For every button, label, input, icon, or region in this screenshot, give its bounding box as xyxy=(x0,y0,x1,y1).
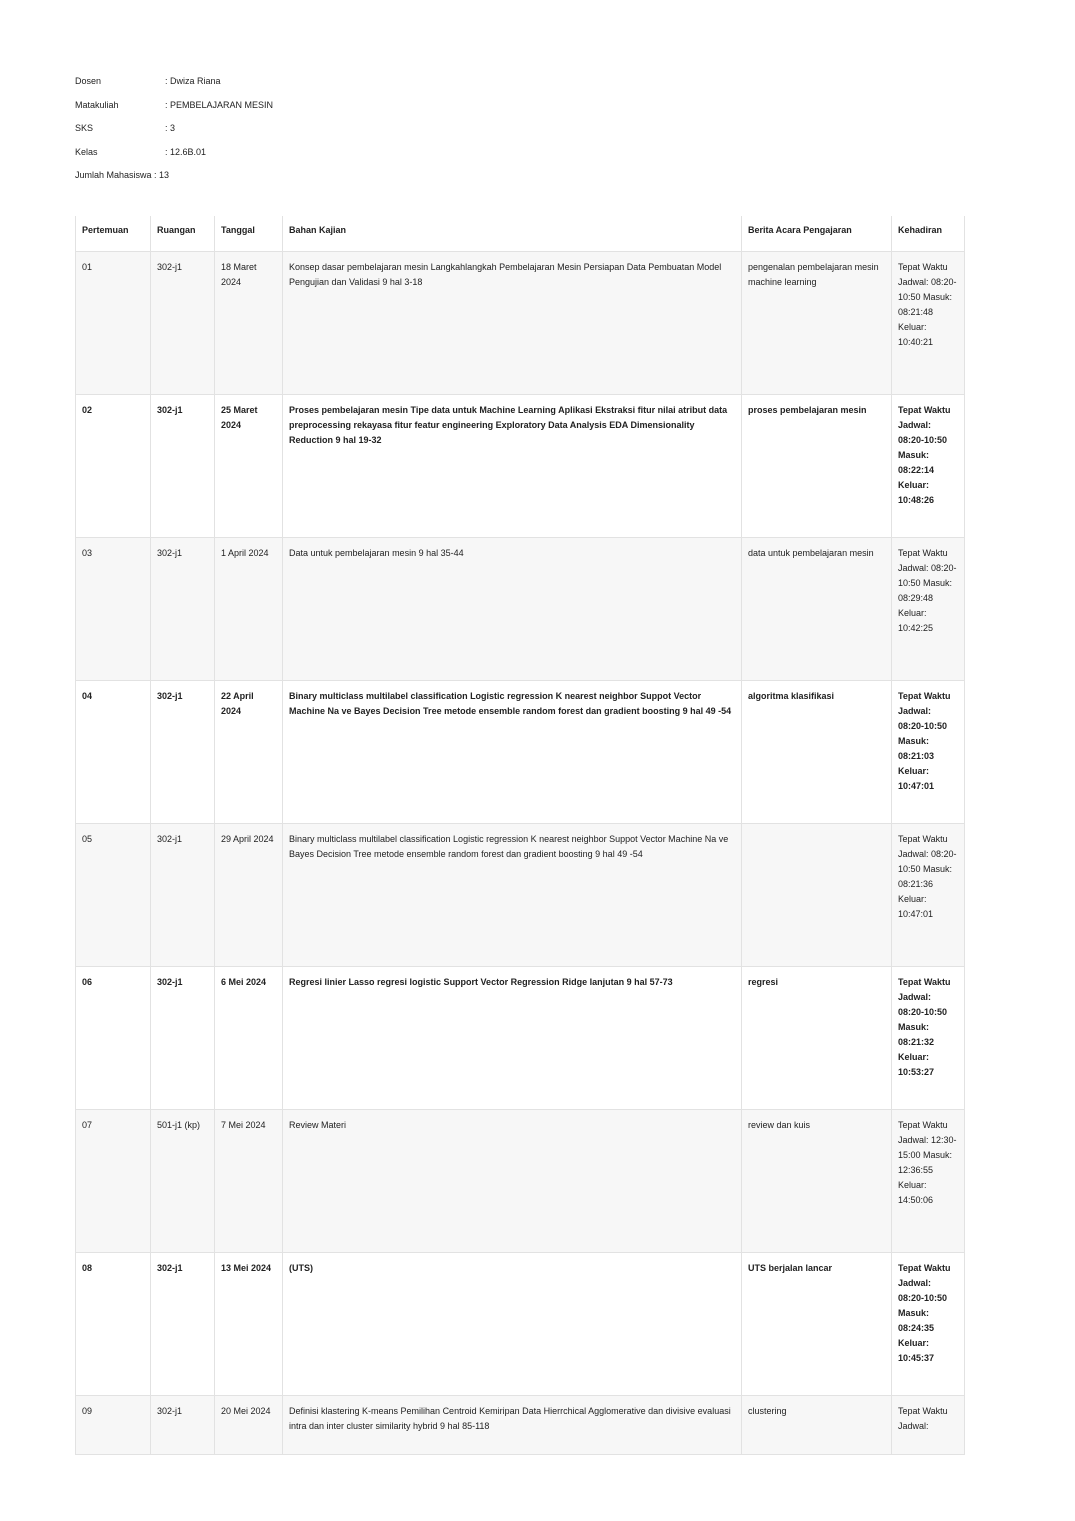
cell-pertemuan: 09 xyxy=(76,1396,151,1455)
cell-ruangan: 302-j1 xyxy=(151,681,215,824)
cell-tanggal: 7 Mei 2024 xyxy=(215,1110,283,1253)
table-row xyxy=(76,538,965,681)
cell-ruangan: 501-j1 (kp) xyxy=(151,1110,215,1253)
cell-tanggal: 1 April 2024 xyxy=(215,538,283,681)
cell-kehadiran: Tepat Waktu Jadwal: xyxy=(892,1396,965,1455)
cell-tanggal: 6 Mei 2024 xyxy=(215,967,283,1110)
info-value: : 12.6B.01 xyxy=(165,146,207,157)
info-value: : Dwiza Riana xyxy=(165,76,221,86)
cell-bahan-kajian: Review Materi xyxy=(283,1110,742,1253)
info-row-matakuliah xyxy=(75,100,273,124)
cell-pertemuan: 05 xyxy=(76,824,151,967)
info-label: Kelas xyxy=(75,146,98,157)
info-label: Matakuliah xyxy=(75,99,119,110)
info-label: SKS xyxy=(75,123,94,133)
table-row xyxy=(76,824,965,967)
header-bahan-kajian: Bahan Kajian xyxy=(283,216,742,252)
header-pertemuan: Pertemuan xyxy=(76,216,151,252)
cell-ruangan: 302-j1 xyxy=(151,1396,215,1455)
cell-berita-acara: UTS berjalan lancar xyxy=(742,1253,892,1396)
info-row-dosen xyxy=(75,76,273,100)
cell-tanggal: 18 Maret 2024 xyxy=(215,252,283,395)
cell-ruangan: 302-j1 xyxy=(151,1253,215,1396)
cell-pertemuan: 08 xyxy=(76,1253,151,1396)
info-label: Dosen xyxy=(75,76,102,86)
cell-berita-acara: review dan kuis xyxy=(742,1110,892,1253)
cell-berita-acara: proses pembelajaran mesin xyxy=(742,395,892,538)
cell-tanggal: 22 April 2024 xyxy=(215,681,283,824)
cell-ruangan: 302-j1 xyxy=(151,967,215,1110)
cell-ruangan: 302-j1 xyxy=(151,538,215,681)
cell-bahan-kajian: Definisi klastering K-means Pemilihan Centroid Kemiripan Data Hierrchical Agglomerative dan divisive evaluasi intra dan inter cluster similarity hybrid 9 hal 85-118 xyxy=(283,1396,742,1455)
cell-kehadiran: Tepat Waktu Jadwal: 08:20-10:50 Masuk: 08:22:14 Keluar: 10:48:26 xyxy=(892,395,965,538)
table-row xyxy=(76,967,965,1110)
cell-kehadiran: Tepat Waktu Jadwal: 08:20-10:50 Masuk: 08:21:48 Keluar: 10:40:21 xyxy=(892,252,965,395)
attendance-table xyxy=(75,216,965,1455)
cell-ruangan: 302-j1 xyxy=(151,252,215,395)
cell-berita-acara xyxy=(742,824,892,967)
header-kehadiran: Kehadiran xyxy=(892,216,965,252)
table-row xyxy=(76,681,965,824)
cell-berita-acara: data untuk pembelajaran mesin xyxy=(742,538,892,681)
table-row xyxy=(76,252,965,395)
cell-bahan-kajian: Binary multiclass multilabel classification Logistic regression K nearest neighbor Suppot Vector Machine Na ve Bayes Decision Tree metode ensemble random forest dan gradient boosting 9 hal 49 -54 xyxy=(283,824,742,967)
table-row xyxy=(76,1253,965,1396)
cell-pertemuan: 04 xyxy=(76,681,151,824)
info-row-kelas xyxy=(75,147,273,171)
table-row xyxy=(76,1110,965,1253)
attendance-table-container xyxy=(75,216,964,1455)
cell-berita-acara: algoritma klasifikasi xyxy=(742,681,892,824)
info-value: : 3 xyxy=(165,123,176,133)
cell-berita-acara: regresi xyxy=(742,967,892,1110)
cell-pertemuan: 01 xyxy=(76,252,151,395)
header-berita-acara: Berita Acara Pengajaran xyxy=(742,216,892,252)
cell-kehadiran: Tepat Waktu Jadwal: 12:30-15:00 Masuk: 12:36:55 Keluar: 14:50:06 xyxy=(892,1110,965,1253)
table-row xyxy=(76,1396,965,1455)
cell-ruangan: 302-j1 xyxy=(151,395,215,538)
cell-tanggal: 13 Mei 2024 xyxy=(215,1253,283,1396)
cell-berita-acara: clustering xyxy=(742,1396,892,1455)
header-tanggal: Tanggal xyxy=(215,216,283,252)
cell-pertemuan: 07 xyxy=(76,1110,151,1253)
cell-tanggal: 29 April 2024 xyxy=(215,824,283,967)
header-ruangan: Ruangan xyxy=(151,216,215,252)
cell-bahan-kajian: Proses pembelajaran mesin Tipe data untuk Machine Learning Aplikasi Ekstraksi fitur nilai atribut data preprocessing rekayasa fitur featur engineering Exploratory Data Analysis EDA Dimensionality Reduction 9 hal 19-32 xyxy=(283,395,742,538)
info-value: : 13 xyxy=(154,170,170,180)
info-row-sks xyxy=(75,123,273,147)
cell-kehadiran: Tepat Waktu Jadwal: 08:20-10:50 Masuk: 08:21:32 Keluar: 10:53:27 xyxy=(892,967,965,1110)
table-header-row xyxy=(76,216,965,252)
info-label: Jumlah Mahasiswa xyxy=(75,170,152,180)
course-info xyxy=(75,76,273,194)
info-value: : PEMBELAJARAN MESIN xyxy=(165,99,274,110)
cell-bahan-kajian: (UTS) xyxy=(283,1253,742,1396)
cell-tanggal: 20 Mei 2024 xyxy=(215,1396,283,1455)
cell-kehadiran: Tepat Waktu Jadwal: 08:20-10:50 Masuk: 08:21:03 Keluar: 10:47:01 xyxy=(892,681,965,824)
cell-kehadiran: Tepat Waktu Jadwal: 08:20-10:50 Masuk: 08:21:36 Keluar: 10:47:01 xyxy=(892,824,965,967)
cell-bahan-kajian: Data untuk pembelajaran mesin 9 hal 35-44 xyxy=(283,538,742,681)
cell-kehadiran: Tepat Waktu Jadwal: 08:20-10:50 Masuk: 08:29:48 Keluar: 10:42:25 xyxy=(892,538,965,681)
cell-pertemuan: 02 xyxy=(76,395,151,538)
cell-pertemuan: 06 xyxy=(76,967,151,1110)
cell-kehadiran: Tepat Waktu Jadwal: 08:20-10:50 Masuk: 08:24:35 Keluar: 10:45:37 xyxy=(892,1253,965,1396)
cell-bahan-kajian: Konsep dasar pembelajaran mesin Langkahlangkah Pembelajaran Mesin Persiapan Data Pembuatan Model Pengujian dan Validasi 9 hal 3-18 xyxy=(283,252,742,395)
info-row-jumlah-mahasiswa xyxy=(75,170,273,194)
cell-bahan-kajian: Binary multiclass multilabel classification Logistic regression K nearest neighbor Suppot Vector Machine Na ve Bayes Decision Tree metode ensemble random forest dan gradient boosting 9 hal 49 -54 xyxy=(283,681,742,824)
cell-bahan-kajian: Regresi linier Lasso regresi logistic Support Vector Regression Ridge lanjutan 9 hal 57-73 xyxy=(283,967,742,1110)
table-row xyxy=(76,395,965,538)
cell-ruangan: 302-j1 xyxy=(151,824,215,967)
cell-pertemuan: 03 xyxy=(76,538,151,681)
cell-tanggal: 25 Maret 2024 xyxy=(215,395,283,538)
cell-berita-acara: pengenalan pembelajaran mesin machine learning xyxy=(742,252,892,395)
